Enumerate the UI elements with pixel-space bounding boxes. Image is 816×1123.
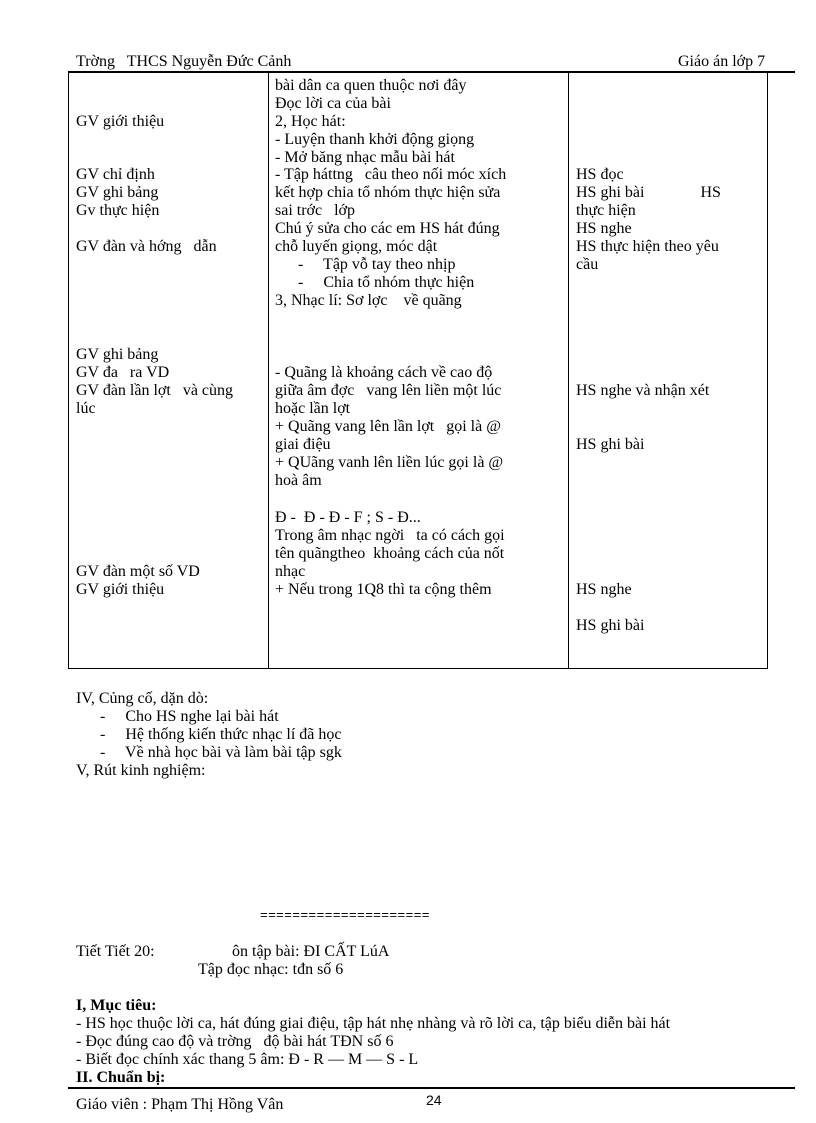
col1-line: GV ghi bảng <box>76 184 159 201</box>
objective-item: - Đọc đúng cao độ và trờng độ bài hát TĐN số 6 <box>76 1033 394 1050</box>
col3-line: HS đọc <box>576 166 624 183</box>
header-school: Trờng THCS Nguyễn Đức Cảnh <box>76 53 292 70</box>
table-border-col3 <box>568 72 569 669</box>
col2-line: sai trớc lớp <box>275 202 356 219</box>
footer-rule <box>68 1087 795 1089</box>
col2-line: Chú ý sửa cho các em HS hát đúng <box>275 220 500 237</box>
col2-line: - Chia tổ nhóm thực hiện <box>298 274 475 291</box>
header-rule <box>68 71 795 73</box>
col1-line: GV giới thiệu <box>76 113 165 130</box>
section5-title: V, Rút kinh nghiệm: <box>76 762 206 779</box>
col2-line: 3, Nhạc lí: Sơ lợc về quãng <box>275 292 462 309</box>
col1-line: GV ghi bảng <box>76 346 159 363</box>
col1-line: GV đàn và hớng dẫn <box>76 238 217 255</box>
col2-line: nhạc <box>275 563 306 580</box>
objective-item: - Biết đọc chính xác thang 5 âm: Đ - R — M — S - L <box>76 1051 419 1068</box>
col2-line: - Tập háttng câu theo nối móc xích <box>275 166 507 183</box>
table-border-right <box>767 72 768 669</box>
table-border-col2 <box>268 72 269 669</box>
col2-line: giai điệu <box>275 436 331 453</box>
col1-line: GV đa ra VD <box>76 364 170 381</box>
col3-line: cầu <box>576 256 599 273</box>
col2-line: Đọc lời ca của bài <box>275 95 391 112</box>
col3-line: HS thực hiện theo yêu <box>576 238 719 255</box>
col2-line: + QUãng vanh lên liền lúc gọi là @ <box>275 454 504 471</box>
col1-line: GV đàn một số VD <box>76 563 200 580</box>
col2-line: Trong âm nhạc ngời ta có cách gọi <box>275 527 505 544</box>
section4-item: - Hệ thống kiến thức nhạc lí đã học <box>100 726 342 743</box>
footer-teacher: Giáo viên : Phạm Thị Hồng Vân <box>76 1096 284 1113</box>
col2-line: + Quãng vang lên lần lợt gọi là @ <box>275 418 501 435</box>
col2-line: bài dân ca quen thuộc nơi đây <box>275 77 467 94</box>
col2-line: 2, Học hát: <box>275 113 346 130</box>
col3-line: HS nghe <box>576 581 632 598</box>
separator: ===================== <box>260 907 430 922</box>
col3-line: HS ghi bài HS <box>576 184 721 201</box>
header-grade: Giáo án lớp 7 <box>678 53 766 70</box>
section4-title: IV, Củng cố, dặn dò: <box>76 690 209 707</box>
col2-line: hoặc lần lợt <box>275 400 351 417</box>
table-border-left <box>68 72 69 669</box>
col3-line: HS nghe và nhận xét <box>576 382 710 399</box>
section4-item: - Về nhà học bài và làm bài tập sgk <box>100 744 342 761</box>
preparation-heading: II. Chuẩn bị: <box>76 1069 166 1086</box>
objectives-heading: I, Mục tiêu: <box>76 997 157 1014</box>
col1-line: GV đàn lần lợt và cùng <box>76 382 234 399</box>
col1-line: Gv thực hiện <box>76 202 160 219</box>
lesson-title-2: Tập đọc nhạc: tđn số 6 <box>198 961 344 978</box>
col2-line: giữa âm đợc vang lên liền một lúc <box>275 382 502 399</box>
col1-line: GV chỉ định <box>76 166 155 183</box>
col1-line: lúc <box>76 400 96 417</box>
table-border-bottom <box>68 668 768 669</box>
col2-line: hoà âm <box>275 472 322 489</box>
col3-line: HS ghi bài <box>576 617 645 634</box>
objective-item: - HS học thuộc lời ca, hát đúng giai điệu, tập hát nhẹ nhàng và rõ lời ca, tập biểu diễn bài hát <box>76 1015 671 1032</box>
col1-line: GV giới thiệu <box>76 581 165 598</box>
col2-line: - Quãng là khoảng cách về cao độ <box>275 364 493 381</box>
col3-line: thực hiện <box>576 202 636 219</box>
page-number: 24 <box>426 1092 442 1108</box>
col2-line: - Mở băng nhạc mẫu bài hát <box>275 149 455 166</box>
col3-line: HS ghi bài <box>576 436 645 453</box>
col2-line: kết hợp chia tổ nhóm thực hiện sửa <box>275 184 501 201</box>
col2-line: - Luyện thanh khởi động giọng <box>275 131 475 148</box>
col2-line: chỗ luyến giọng, móc dật <box>275 238 438 255</box>
col2-line: + Nếu trong 1Q8 thì ta cộng thêm <box>275 581 492 598</box>
section4-item: - Cho HS nghe lại bài hát <box>100 708 279 725</box>
col2-line: - Tập vỗ tay theo nhịp <box>298 256 456 273</box>
col3-line: HS nghe <box>576 220 632 237</box>
col2-line: Đ - Đ - Đ - F ; S - Đ... <box>275 509 421 526</box>
lesson-label: Tiết Tiết 20: <box>76 943 155 960</box>
col2-line: tên quãngtheo khoảng cách của nốt <box>275 545 505 562</box>
lesson-title-1: ôn tập bài: ĐI CẤT LúA <box>232 943 390 960</box>
